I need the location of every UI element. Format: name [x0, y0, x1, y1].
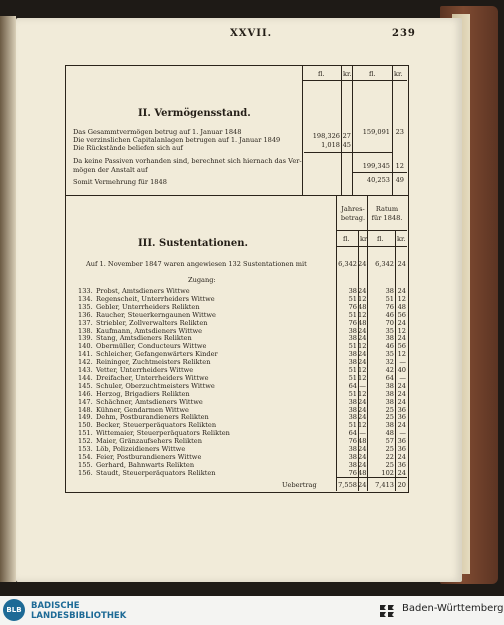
library-name-line2: LANDESBIBLIOTHEK [31, 611, 127, 621]
row-number: 133. [78, 287, 93, 295]
row-amount-fl: 38 [385, 389, 394, 398]
row-amount-fl: 35 [385, 350, 394, 359]
amount-kr: 45 [342, 141, 351, 149]
row-number: 151. [78, 429, 93, 438]
section-title-sustentationen: III. Sustentationen. [138, 238, 248, 249]
row-amount-kr: 36 [397, 405, 406, 414]
row-amount-kr: 24 [397, 452, 406, 461]
row-amount-fl: 76 [348, 437, 357, 446]
row-name: Becker, Steuerperäquators Relikten [96, 421, 217, 430]
total-label: Uebertrag [282, 481, 317, 489]
row-name: Wittemaier, Steuerperäquators Relikten [96, 429, 230, 438]
row-amount-kr: 12 [397, 350, 406, 359]
col-group-jahresbetrag: Jahres- betrag. [340, 205, 366, 222]
row-amount-kr: — [399, 429, 406, 438]
page-number: 239 [392, 28, 416, 39]
row-amount-kr: 24 [358, 460, 367, 469]
row-amount-fl: 70 [385, 318, 394, 327]
row-amount-kr: — [399, 358, 406, 367]
amount-fl: 6,342 [375, 260, 394, 268]
row-name: Löb, Polizeidieners Wittwe [96, 445, 186, 453]
row-amount-fl: 51 [348, 373, 357, 382]
total-fl: 7,558 [338, 481, 357, 489]
sum-rule [337, 477, 407, 478]
section-title-vermoegen: II. Vermögensstand. [138, 108, 251, 119]
row-amount-fl: 38 [348, 358, 357, 367]
row-amount-fl: 38 [348, 413, 357, 422]
intro-line: Auf 1. November 1847 waren angewiesen 132 Sustentationen mit [86, 260, 307, 268]
bw-lions-icon[interactable] [378, 601, 396, 619]
row-amount-kr: 24 [358, 397, 367, 406]
row-name: Dehm, Postburandieners Relikten [96, 413, 209, 422]
text-line: Somit Vermehrung für 1848 [73, 178, 167, 186]
row-amount-fl: 76 [348, 318, 357, 327]
row-name: Obermüller, Conducteurs Wittwe [96, 342, 207, 351]
amount-kr: 27 [342, 132, 351, 140]
row-amount-fl: 51 [348, 421, 357, 430]
row-amount-kr: 24 [358, 326, 367, 335]
amount-kr: 12 [395, 162, 404, 170]
row-amount-fl: 38 [348, 397, 357, 406]
amount-fl: 159,091 [362, 128, 390, 136]
sum-rule [304, 152, 392, 153]
row-number: 142. [78, 358, 93, 367]
amount-fl: 199,345 [362, 162, 390, 170]
running-header-section: XXVII. [230, 28, 273, 39]
row-amount-kr: 24 [358, 452, 367, 461]
col-group-ratum: Ratum für 1848. [371, 205, 403, 222]
row-amount-kr: 12 [358, 310, 367, 319]
row-name: Maier, Gränzaufsehers Relikten [96, 437, 202, 446]
row-amount-fl: 64 [348, 381, 357, 390]
header-rule [302, 80, 407, 81]
row-amount-kr: 24 [397, 334, 406, 343]
row-name: Gebler, Unterrheiders Relikten [96, 302, 200, 311]
row-amount-kr: 24 [358, 413, 367, 422]
row-amount-fl: 38 [385, 287, 394, 295]
row-amount-fl: 38 [348, 452, 357, 461]
row-amount-fl: 76 [348, 468, 357, 477]
row-name: Schuler, Oberzuchtmeisters Wittwe [96, 381, 215, 390]
row-name: Staudt, Steuerperäquators Relikten [96, 468, 216, 477]
row-amount-fl: 25 [385, 413, 394, 422]
row-amount-kr: 24 [358, 405, 367, 414]
row-name: Gerhard, Bahnwarts Relikten [96, 460, 195, 469]
row-amount-fl: 51 [348, 294, 357, 303]
row-number: 141. [78, 350, 93, 359]
row-name: Schächner, Amtsdieners Wittwe [96, 397, 203, 406]
amount-fl: 6,342 [338, 260, 357, 268]
amount-fl: 198,326 [312, 132, 340, 140]
row-amount-kr: 36 [397, 437, 406, 446]
row-amount-fl: 38 [348, 287, 357, 295]
row-amount-kr: 12 [358, 373, 367, 382]
row-amount-kr: 24 [358, 287, 367, 295]
col-header-fl: fl. [377, 235, 384, 243]
row-amount-fl: 51 [385, 294, 394, 303]
row-number: 139. [78, 334, 93, 343]
row-amount-fl: 64 [385, 373, 394, 382]
row-amount-kr: 24 [397, 318, 406, 327]
row-amount-kr: — [359, 429, 366, 438]
row-amount-kr: 56 [397, 310, 406, 319]
col-header-fl: fl. [369, 70, 376, 78]
row-amount-kr: 12 [358, 366, 367, 374]
row-number: 138. [78, 326, 93, 335]
row-amount-kr: 24 [397, 421, 406, 430]
row-amount-fl: 51 [348, 310, 357, 319]
amount-fl: 1,018 [321, 141, 340, 149]
row-name: Kühner, Gendarmen Wittwe [96, 405, 189, 414]
row-amount-fl: 51 [348, 389, 357, 398]
row-name: Regenscheit, Unterrheiders Wittwe [96, 294, 215, 303]
row-amount-kr: 36 [397, 460, 406, 469]
row-number: 135. [78, 302, 93, 311]
row-amount-fl: 38 [348, 326, 357, 335]
row-number: 152. [78, 437, 93, 446]
binding-shadow [0, 16, 16, 582]
row-name: Raucher, Steuerkerngaunen Wittwe [96, 310, 216, 319]
col-header-kr: kr. [397, 235, 406, 243]
row-amount-kr: 36 [397, 445, 406, 453]
row-name: Probst, Amtsdieners Wittwe [96, 287, 190, 295]
row-amount-fl: 32 [385, 358, 394, 367]
row-number: 134. [78, 294, 93, 303]
total-kr: 20 [397, 481, 406, 489]
total-kr: 24 [358, 481, 367, 489]
row-number: 143. [78, 366, 93, 374]
row-number: 148. [78, 405, 93, 414]
sum-rule [352, 172, 407, 173]
row-amount-fl: 46 [385, 310, 394, 319]
row-number: 149. [78, 413, 93, 422]
row-amount-fl: 25 [385, 460, 394, 469]
row-amount-kr: 12 [358, 421, 367, 430]
row-amount-kr: 12 [397, 326, 406, 335]
row-name: Stang, Amtsdieners Relikten [96, 334, 192, 343]
row-amount-fl: 51 [348, 342, 357, 351]
row-number: 136. [78, 310, 93, 319]
col-header-fl: fl. [318, 70, 325, 78]
amount-kr: 24 [397, 260, 406, 268]
row-amount-fl: 25 [385, 405, 394, 414]
col-header-kr: kr. [360, 235, 369, 243]
row-amount-kr: 48 [358, 302, 367, 311]
amount-kr: 24 [358, 260, 367, 268]
row-amount-kr: 24 [397, 389, 406, 398]
blb-logo[interactable]: BLB [3, 599, 25, 621]
row-amount-fl: 102 [381, 468, 394, 477]
row-amount-kr: 48 [358, 437, 367, 446]
row-number: 140. [78, 342, 93, 351]
row-number: 147. [78, 397, 93, 406]
row-amount-fl: 46 [385, 342, 394, 351]
row-amount-kr: 24 [397, 287, 406, 295]
row-amount-kr: 24 [397, 468, 406, 477]
row-amount-fl: 57 [385, 437, 394, 446]
section-divider [65, 195, 408, 196]
row-amount-fl: 48 [385, 429, 394, 438]
row-amount-kr: 36 [397, 413, 406, 422]
row-amount-kr: 24 [358, 445, 367, 453]
row-amount-kr: 12 [358, 389, 367, 398]
amount-kr: 49 [395, 176, 404, 184]
row-amount-fl: 38 [348, 460, 357, 469]
row-amount-fl: 38 [348, 350, 357, 359]
row-amount-fl: 42 [385, 366, 394, 374]
row-amount-kr: 12 [358, 294, 367, 303]
row-amount-kr: 24 [397, 397, 406, 406]
text-line: mögen der Anstalt auf [73, 166, 148, 174]
row-amount-kr: 48 [397, 302, 406, 311]
row-amount-kr: 40 [397, 366, 406, 374]
row-number: 156. [78, 468, 93, 477]
row-name: Vetter, Unterrheiders Wittwe [96, 366, 194, 374]
row-amount-fl: 25 [385, 445, 394, 453]
text-line: Das Gesammtvermögen betrug auf 1. Januar 1848 [73, 128, 242, 136]
total-fl: 7,413 [375, 481, 394, 489]
row-number: 146. [78, 389, 93, 398]
zugang-heading: Zugang: [188, 276, 216, 284]
row-amount-kr: 12 [358, 342, 367, 351]
row-amount-kr: 56 [397, 342, 406, 351]
text-line: Die verzinslichen Capitalanlagen betrugen auf 1. Januar 1849 [73, 136, 281, 144]
text-line: Die Rückstände beliefen sich auf [73, 144, 183, 152]
col-header-fl: fl. [343, 235, 350, 243]
row-amount-kr: 24 [358, 350, 367, 359]
column-rule [352, 65, 353, 195]
row-amount-kr: — [399, 373, 406, 382]
row-amount-fl: 38 [385, 421, 394, 430]
row-amount-kr: 24 [397, 381, 406, 390]
row-name: Striebler, Zollverwalters Relikten [96, 318, 208, 327]
column-rule [302, 65, 303, 195]
row-number: 145. [78, 381, 93, 390]
row-number: 144. [78, 373, 93, 382]
row-amount-fl: 38 [385, 381, 394, 390]
row-number: 154. [78, 452, 93, 461]
row-name: Kaufmann, Amtsdieners Wittwe [96, 326, 203, 335]
row-amount-kr: 12 [397, 294, 406, 303]
row-number: 137. [78, 318, 93, 327]
row-amount-fl: 51 [348, 366, 357, 374]
row-amount-fl: 38 [348, 334, 357, 343]
row-name: Dreifacher, Unterrheiders Wittwe [96, 373, 209, 382]
row-amount-fl: 38 [385, 334, 394, 343]
row-amount-kr: 48 [358, 468, 367, 477]
row-name: Feier, Postburandieners Wittwe [96, 452, 202, 461]
row-amount-fl: 76 [385, 302, 394, 311]
col-header-kr: kr. [394, 70, 403, 78]
row-number: 150. [78, 421, 93, 430]
row-amount-fl: 38 [348, 405, 357, 414]
state-name[interactable]: Baden-Württemberg [402, 603, 504, 614]
column-rule [341, 65, 342, 195]
row-amount-kr: 24 [358, 358, 367, 367]
row-amount-fl: 35 [385, 326, 394, 335]
library-name[interactable] [31, 601, 126, 621]
row-amount-kr: 24 [358, 334, 367, 343]
row-amount-fl: 38 [385, 397, 394, 406]
header-rule [336, 246, 407, 247]
col-header-kr: kr. [343, 70, 352, 78]
row-amount-kr: — [359, 381, 366, 390]
library-name-line1: BADISCHE [31, 601, 80, 611]
row-number: 153. [78, 445, 93, 453]
row-amount-fl: 76 [348, 302, 357, 311]
header-rule [336, 230, 407, 231]
row-amount-fl: 38 [348, 445, 357, 453]
row-number: 155. [78, 460, 93, 469]
amount-fl: 40,253 [366, 176, 390, 184]
amount-kr: 23 [395, 128, 404, 136]
text-line: Da keine Passiven vorhanden sind, berechnet sich hiernach das Ver- [73, 157, 302, 165]
row-name: Schleicher, Gefangenwärters Kinder [96, 350, 218, 359]
row-name: Herzog, Brigadiers Relikten [96, 389, 190, 398]
row-amount-kr: 48 [358, 318, 367, 327]
row-amount-fl: 22 [385, 452, 394, 461]
row-name: Reininger, Zuchtmeisters Relikten [96, 358, 211, 367]
row-amount-fl: 64 [348, 429, 357, 438]
